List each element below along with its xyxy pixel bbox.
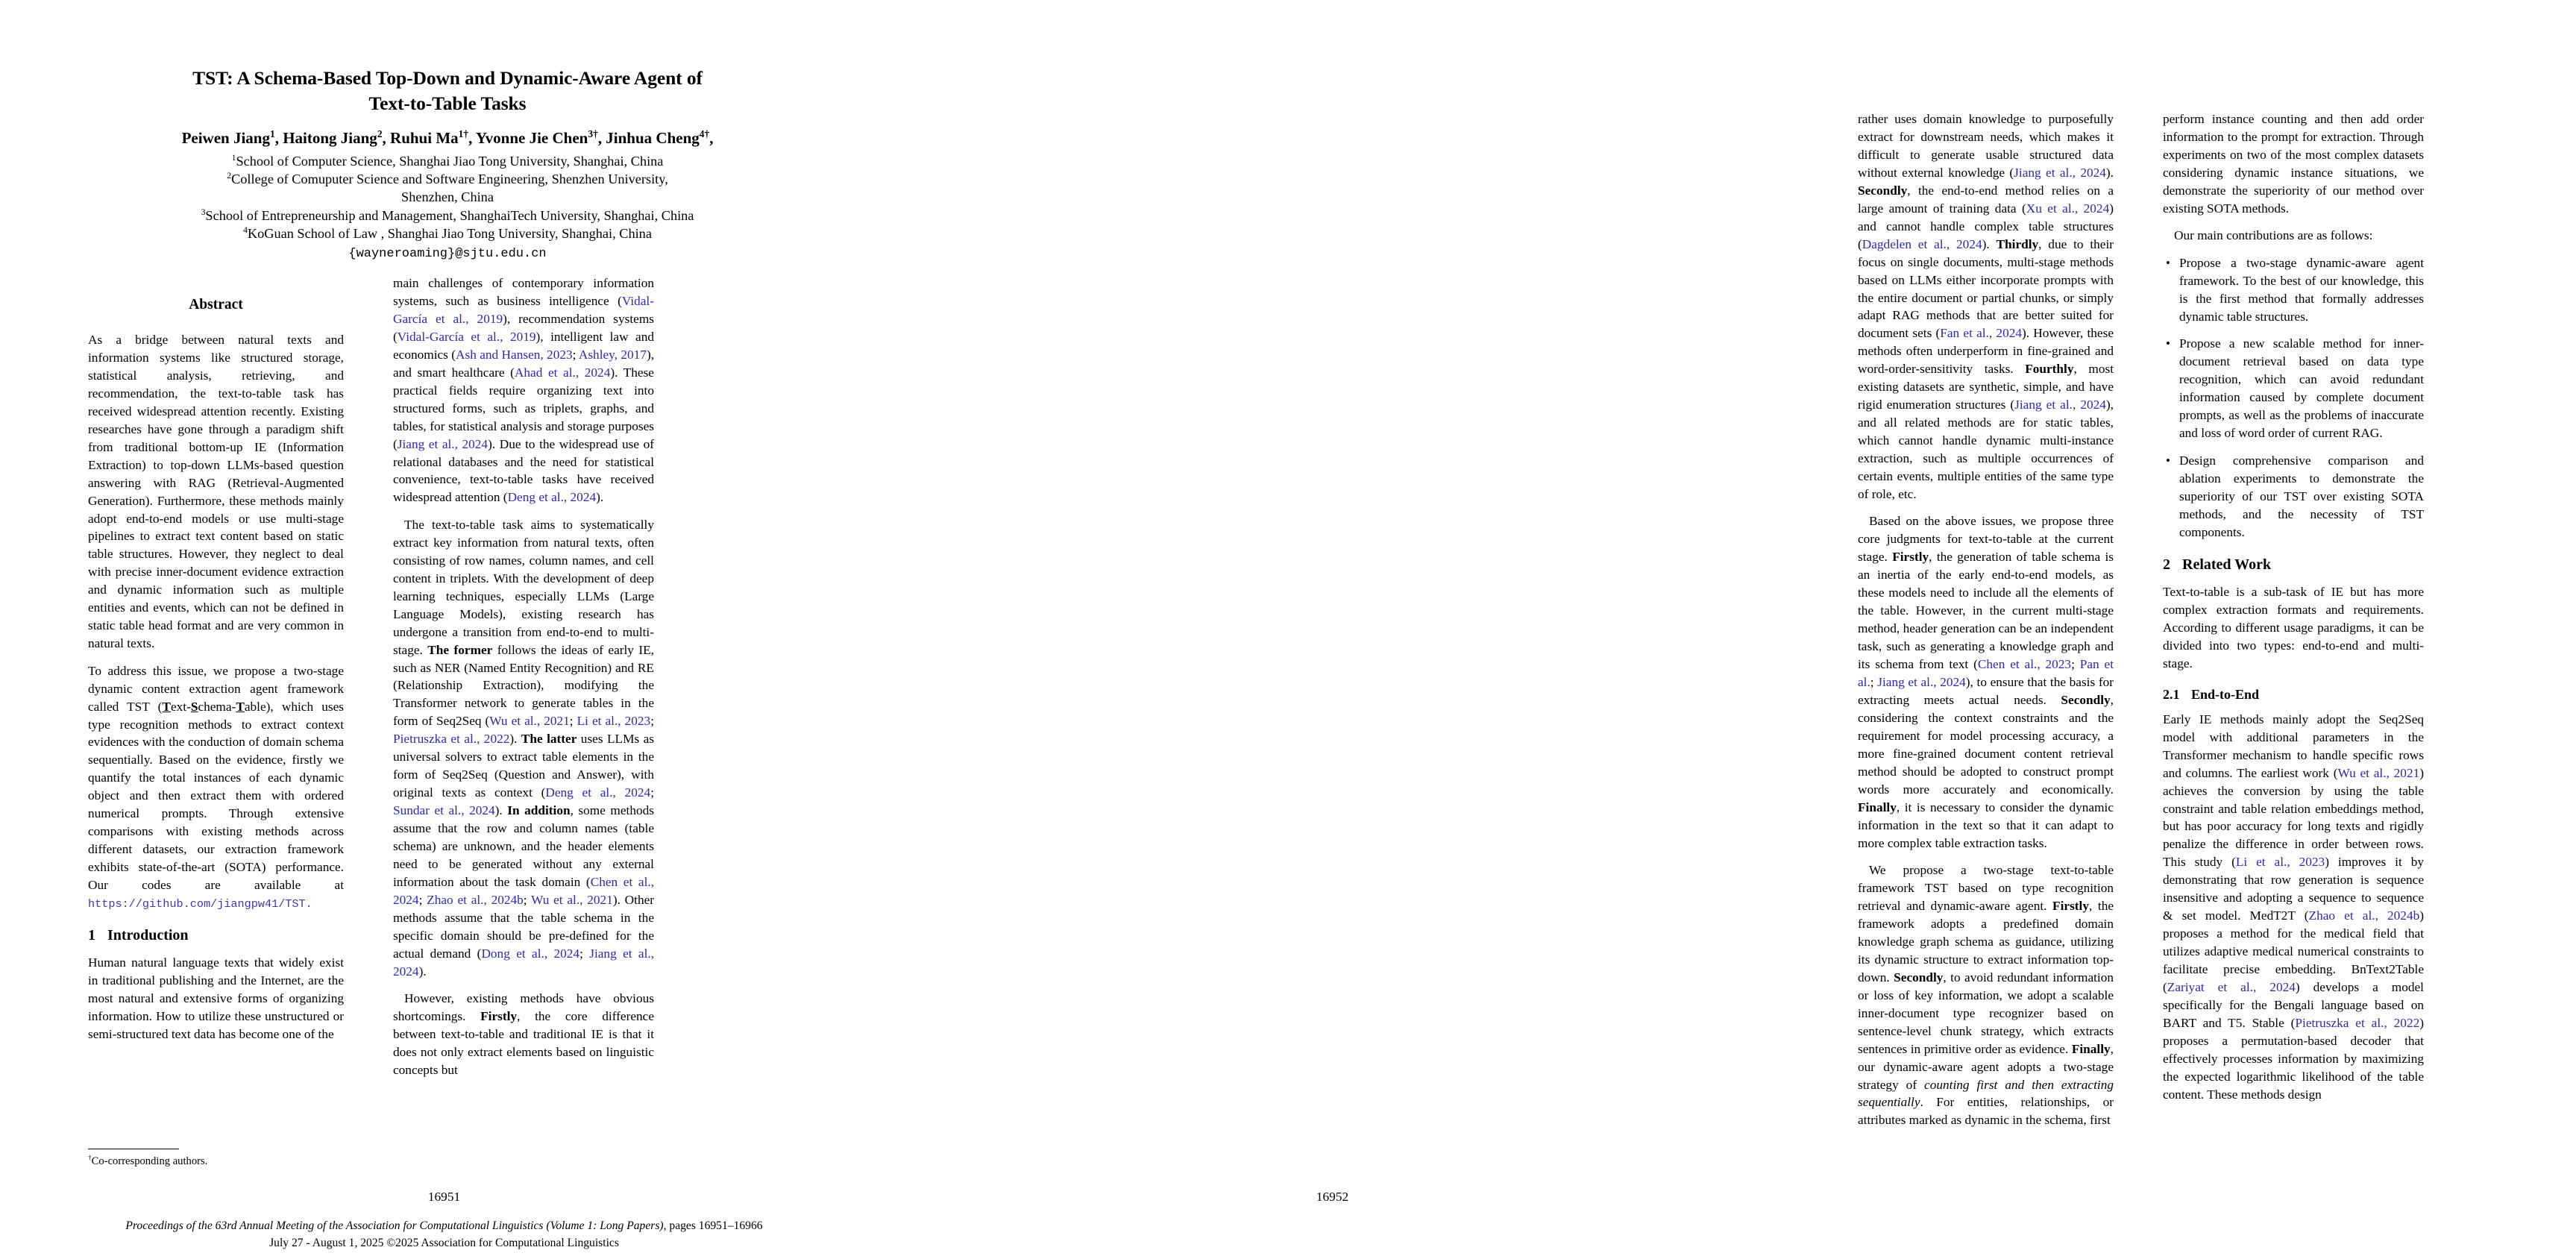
citation[interactable]: Wu et al., 2021 [531,892,613,907]
citation[interactable]: Deng et al., 2024 [507,490,597,505]
author-name: Yvonne Jie Chen [475,129,588,148]
author-name: Haitong Jiang [283,129,377,148]
introduction-paragraph-1-cont: main challenges of contemporary information systems, such as business intelligence (Vidal-García et al., 2019), recommendation systems (Vidal-García et al., 2019), intelligent law and economics (Ash and Hansen, 2023; Ashley, 2017), and smart healthcare (Ahad et al., 2024). These practical fields require organizing text into structured forms, such as triplets, graphs, and tables, for statistical analysis and storage purposes (Jiang et al., 2024). Due to the widespread use of relational databases and the need for statistical convenience, text-to-table tasks have received widespread attention (Deng et al., 2024). [393,276,655,505]
citation[interactable]: Xu et al., 2024 [2026,201,2110,216]
citation[interactable]: Vidal-García et al., 2019 [393,293,654,326]
citation[interactable]: Pietruszka et al., 2022 [2295,1015,2420,1030]
affiliation-text: Shenzhen, China [401,189,494,205]
citation[interactable]: Dagdelen et al., 2024 [1862,236,1982,251]
citation[interactable]: Ahad et al., 2024 [514,365,611,380]
citation[interactable]: Jiang et al., 2024 [397,436,489,451]
citation[interactable]: Deng et al., 2024 [545,785,651,800]
citation[interactable]: Wu et al., 2021 [489,714,570,729]
footnote-block [88,1149,344,1169]
citation[interactable]: Zhao et al., 2024b [427,892,524,907]
footnote-marker: † [88,1155,92,1163]
end-to-end-paragraph-1: Early IE methods mainly adopt the Seq2Seq model with additional parameters in the Transformer mechanism to handle specific rows and columns. The earliest work (Wu et al., 2021) achieves the conversion by using the table constraint and table relation embeddings method, but has poor accuracy for long texts and rigidly penalize the difference in order between rows. This study (Li et al., 2023) improves it by demonstrating that row generation is sequence insensitive and adopting a sequence to sequence & set model. MedT2T (Zhao et al., 2024b) proposes a method for the medical field that utilizes adaptive medical numerical constraints to facilitate precise embedding. BnText2Table (Zariyat et al., 2024) develops a model specifically for the Bengali language based on BART and T5. Stable (Pietruszka et al., 2022) proposes a permutation-based decoder that effectively processes information by maximizing the expected logarithmic likelihood of the table content. These methods design [2163,712,2424,1102]
page-1-columns [88,274,806,1088]
title-line-1: TST: A Schema-Based Top-Down and Dynamic-Aware Agent of [192,67,703,89]
abstract-paragraph-2: To address this issue, we propose a two-stage dynamic content extraction agent framework called TST (Text-Schema-Table), which uses type recognition methods to extract context evidences with the conduction of domain schema sequentially. Based on the evidence, firstly we quantify the total instances of each dynamic object and then extract them with ordered numerical prompts. Through extensive comparisons with existing methods across different datasets, our extraction framework exhibits state-of-the-art (SOTA) performance. Our codes are available at https://github.com/jiangpw41/TST. [88,663,344,911]
page-2 [888,0,2424,1256]
proceedings-line-1: Proceedings of the 63rd Annual Meeting of the Association for Computational Linguistics (Volume 1: Long Papers), pages 16951–16966 [125,1219,763,1232]
affil-marker: 2 [227,170,232,180]
contact-email: {wayneroaming}@sjtu.edu.cn [348,247,547,262]
abstract-heading: Abstract [189,297,243,313]
abstract-paragraph-1: As a bridge between natural texts and information systems like structured storage, statistical analysis, retrieving, and recommendation, the text-to-table task has received widespread attention recently. Existing researches have gone through a paradigm shift from traditional bottom-up IE (Information Extraction) to top-down LLMs-based question answering with RAG (Retrieval-Augmented Generation). Furthermore, these methods mainly adopt end-to-end models or use multi-stage pipelines to extract text content based on static table structures. However, they neglect to deal with precise inner-document evidence extraction and dynamic information such as multiple entities and events, which can not be defined in static table head format and are very common in natural texts. [88,333,344,651]
citation[interactable]: Chen et al., 2023 [1977,657,2072,672]
affiliation-2 [97,170,798,188]
p2c1-paragraph-1: rather uses domain knowledge to purposefully extract for downstream needs, which makes it difficult to generate usable structured data without external knowledge (Jiang et al., 2024). Secondly, the end-to-end method relies on a large amount of training data (Xu et al., 2024) and cannot handle complex table structures (Dagdelen et al., 2024). Thirdly, due to their focus on single documents, multi-stage methods based on LLMs either incorporate prompts with the entire document or partial chunks, or simply adapt RAG methods that are better suited for document sets (Fan et al., 2024). However, these methods often underperform in fine-grained and word-order-sensitivity tasks. Fourthly, most existing datasets are synthetic, simple, and have rigid enumeration structures (Jiang et al., 2024), and all related methods are for static tables, which cannot handle dynamic multi-instance extraction, such as multiple occurrences of certain events, multiple entities of the same type of role, etc. [1858,112,2114,502]
citation[interactable]: Zariyat et al., 2024 [2167,980,2296,995]
citation[interactable]: Pietruszka et al., 2022 [393,732,510,747]
author-affil-marker: 1 [269,128,275,140]
p2c2-paragraph-1: perform instance counting and then add order information to the prompt for extraction. Through experiments on two of the most complex datasets considering dynamic instance situations, we demonstrate the superiority of our method over existing SOTA methods. [2163,112,2424,216]
citation[interactable]: Jiang et al., 2024 [1877,675,1966,690]
citation[interactable]: Fan et al., 2024 [1940,326,2022,341]
p2c1-paragraph-2: Based on the above issues, we propose three core judgments for text-to-table at the current stage. Firstly, the generation of table schema is an inertia of the early end-to-end models, as these models need to include all the elements of the table. However, in the current multi-stage method, header generation can be an independent task, such as generating a knowledge graph and its schema from text (Chen et al., 2023; Pan et al.; Jiang et al., 2024), to ensure that the basis for extracting meets actual needs. Secondly, considering the context constraints and the requirement for model processing accuracy, a more fine-grained document content retrieval method should be adopted to construct prompt words more accurately and economically. Finally, it is necessary to consider the dynamic information in the text so that it can adapt to more complex table extraction tasks. [1858,514,2114,850]
citation[interactable]: Vidal-García et al., 2019 [397,329,536,344]
section-heading-related-work: 2 Related Work [2163,556,2272,573]
code-url-link[interactable]: https://github.com/jiangpw41/TST. [88,897,312,911]
affiliation-2-cont [97,188,798,206]
page-number-2: 16952 [1316,1190,1349,1204]
citation[interactable]: Ash and Hansen, 2023 [456,347,573,362]
p2c1-paragraph-3: We propose a two-stage text-to-table framework TST based on type recognition retrieval and dynamic-aware agent. Firstly, the framework adopts a predefined domain knowledge graph schema as guidance, utilizing its dynamic structure to extract information top-down. Secondly, to avoid redundant information or loss of key information, we adopt a scalable inner-document type recognizer based on sentence-level chunk strategy, which extracts sentences in primitive order as evidence. Finally, our dynamic-aware agent adopts a two-stage strategy of counting first and then extracting sequentially. For entities, relationships, or attributes marked as dynamic in the schema, first [1858,863,2114,1128]
subsection-heading-end-to-end: 2.1 End-to-End [2163,686,2260,702]
citation[interactable]: Zhao et al., 2024b [2308,908,2420,923]
affil-marker: 1 [231,152,236,163]
proceedings-footer [0,1217,888,1252]
citation[interactable]: Wu et al., 2021 [2337,765,2420,780]
page-1 [0,0,888,1256]
list-item: • Propose a new scalable method for inner-document retrieval based on data type recognition, which can avoid redundant information caused by complete document prompts, as well as the problems of inaccurate and loss of word order of current RAG. [2163,335,2424,442]
related-work-paragraph-1: Text-to-table is a sub-task of IE but has more complex extraction formats and requirements. According to different usage paradigms, it can be divided into two types: end-to-end and multi-stage. [2163,584,2424,671]
citation[interactable]: Dong et al., 2024 [481,946,580,961]
page-title [97,66,798,116]
page-2-columns [1858,110,2576,1139]
page-2-column-1 [1858,110,2114,1139]
citation[interactable]: Jiang et al., 2024 [2014,398,2106,412]
column-gutter [344,274,393,1088]
affiliation-text: KoGuan School of Law , Shanghai Jiao Tong University, Shanghai, China [247,225,652,241]
affiliation-text: School of Computer Science, Shanghai Jiao Tong University, Shanghai, China [236,153,664,169]
proceedings-line-2: July 27 - August 1, 2025 ©2025 Association for Computational Linguistics [269,1237,619,1250]
paper-header-block [97,66,798,261]
author-affil-marker: 1† [458,128,469,140]
affil-marker: 3 [201,207,206,217]
page-2-column-2 [2163,110,2424,1139]
affiliation-3 [97,207,798,224]
page-1-column-1 [88,274,344,1088]
list-item: • Propose a two-stage dynamic-aware agent framework. To the best of our knowledge, this is the first method that formally addresses dynamic table structures. [2163,254,2424,326]
affil-marker: 4 [243,224,248,235]
citation[interactable]: Sundar et al., 2024 [393,803,495,818]
citation[interactable]: Pan et al. [1858,657,2114,690]
affiliation-text: School of Entrepreneurship and Management, ShanghaiTech University, Shanghai, China [205,207,694,223]
author-name: Peiwen Jiang [181,129,270,148]
section-heading-introduction: 1 Introduction [88,927,189,944]
citation[interactable]: Chen et al., 2024 [393,874,655,907]
affiliation-1 [97,152,798,170]
affiliation-4 [97,224,798,242]
affiliation-text: College of Comuputer Science and Software Engineering, Shenzhen University, [231,171,668,186]
author-list: Peiwen Jiang$^1$, Haitong Jiang$^2$, Ruhui $Ma^{1\dagger}$, Yvonne Jie Chen$^{3\dagger}$, Jinhua Cheng$^{4\dagger}$, [181,128,714,148]
author-affil-marker: 4† [699,128,710,140]
citation[interactable]: Ashley, 2017 [578,347,647,362]
introduction-paragraph-1: Human natural language texts that widely exist in traditional publishing and the Internet, are the most natural and extensive forms of organizing information. How to utilize these unstructured or semi-structured text data has become one of the [88,955,344,1041]
column-gutter [2114,110,2163,1139]
citation[interactable]: Li et al., 2023 [577,714,651,729]
contributions-lead-in: Our main contributions are as follows: [2174,228,2373,243]
introduction-paragraph-2: The text-to-table task aims to systematically extract key information from natural texts, often consisting of row names, column names, and cell content in triplets. With the development of deep learning techniques, especially LLMs (Large Language Models), existing research has undergone a transition from end-to-end to multi-stage. The former follows the ideas of early IE, such as NER (Named Entity Recognition) and RE (Relationship Extraction), modifying the Transformer network to generate tables in the form of Seq2Seq (Wu et al., 2021; Li et al., 2023; Pietruszka et al., 2022). The latter uses LLMs as universal solvers to extract table elements in the form of Seq2Seq (Question and Answer), with original texts as context (Deng et al., 2024; Sundar et al., 2024). In addition, some methods assume that the row and column names (table schema) are unknown, and the header elements need to be generated without any external information about the task domain (Chen et al., 2024; Zhao et al., 2024b; Wu et al., 2021). Other methods assume that the table schema in the specific domain should be pre-defined for the actual demand (Dong et al., 2024; Jiang et al., 2024). [393,517,655,979]
introduction-paragraph-3: However, existing methods have obvious shortcomings. Firstly, the core difference between text-to-table and traditional IE is that it does not only extract elements based on linguistic concepts but [393,991,654,1077]
author-affil-marker: 2 [377,128,383,140]
author-name: Ruhui Ma [390,129,459,148]
page-number-1: 16951 [427,1190,461,1204]
author-affil-marker: 3† [588,128,598,140]
contributions-list [2163,254,2424,541]
author-name: Jinhua Cheng [606,129,700,148]
citation[interactable]: Li et al., 2023 [2235,855,2325,870]
footnote-text: †Co-corresponding authors. [88,1155,208,1168]
citation[interactable]: Jiang et al., 2024 [2014,165,2106,180]
list-item: • Design comprehensive comparison and ablation experiments to demonstrate the superiority of our TST over existing SOTA methods, and the necessity of TST components. [2163,452,2424,541]
page-1-column-2 [393,274,654,1088]
citation[interactable]: Jiang et al., 2024 [393,946,655,979]
title-line-2: Text-to-Table Tasks [368,92,527,115]
